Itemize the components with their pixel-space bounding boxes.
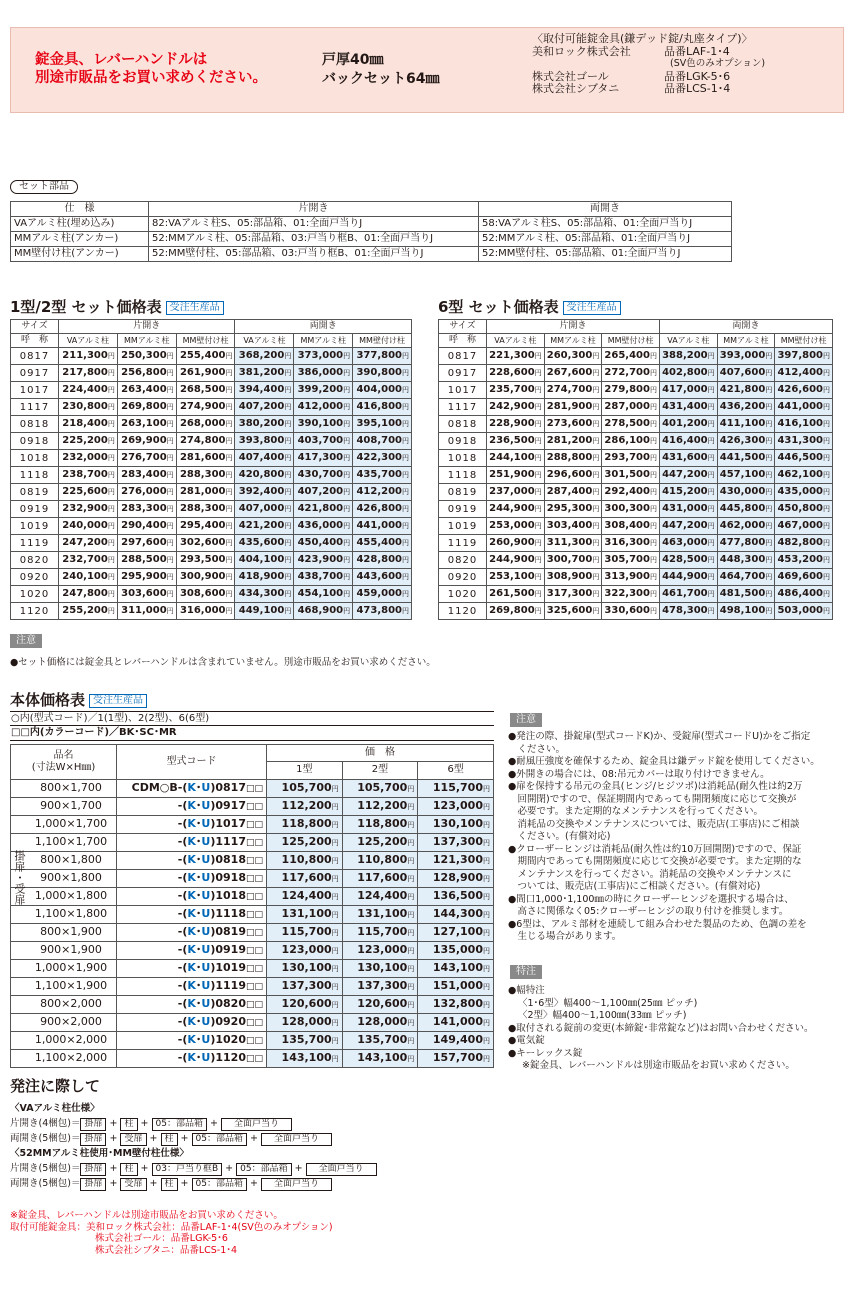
body-price-table: 品名 (寸法W×H㎜) 型式コード 価 格 1型 2型 6型 800×1,700 CDM○B-(K･U)0817□□ 105,700円 105,700円 115,700円 900×1,700 -(K･U)0917□□ 112,200円 112,200円 123,000円 1,000×1,700 -(K･U)1017□□ 118,800円 118,800円 130,100円 1,100×1,700 -(K･U)1117□□ 125,200円 125,200円 137,300円 800×1,800 -(K･U)0818□□ 110,800円 110,800円 121,300円 900×1,800 -(K･U)0918□□ 117,600円 117,600円 128,900円 1,000×1,800 -(K･U)1018□□ 124,400円 124,400円 136,500円 1,100×1,800 -(K･U)1118□□ 131,100円 131,100円 144,300円 800×1,900 -(K･U)0819□□ 115,700円 115,700円 127,100円 900×1,900 -(K･U)0919□□ 123,000円 123,000円 135,000円 1,000×1,900 -(K･U)1019□□ 130,100円 130,100円 143,100円 1,100×1,900 -(K･U)1119□□ 137,300円 137,300円 151,000円 800×2,000 -(K･U)0820□□ 120,600円 120,600円 132,800円 900×2,000 -(K･U)0920□□ 128,000円 128,000円 141,000円 1,000×2,000 -(K･U)1020□□ 135,700円 135,700円 149,400円 1,100×2,000 -(K･U)1120□□ 143,100円 143,100円 157,700円: [10, 744, 494, 1068]
table-row: 1020 261,500円 317,300円 322,300円 461,700円 481,500円 486,400円: [439, 586, 833, 603]
special-order-list: [508, 985, 848, 1073]
table-row: 1118 251,900円 296,600円 301,500円 447,200円 457,100円 462,100円: [439, 467, 833, 484]
caution-list: [508, 731, 848, 944]
table-row: 900×2,000 -(K･U)0920□□ 128,000円 128,000円 141,000円: [11, 1013, 494, 1031]
list-item: ●キーレックス錠: [508, 1047, 583, 1059]
table-row: 0918 225,200円 269,900円 274,800円 393,800円 403,700円 408,700円: [11, 433, 412, 450]
table-row: 0819 225,600円 276,000円 281,000円 392,400円 407,200円 412,200円: [11, 484, 412, 501]
table-row: 1017 235,700円 274,700円 279,800円 417,000円 421,800円 426,600円: [439, 382, 833, 399]
list-item: ●クローザーヒンジは消耗品(耐久性は約10万回開閉)ですので、保証: [508, 843, 802, 855]
list-item: 〈2型〉幅400～1,100㎜(33㎜ ピッチ): [518, 1010, 687, 1021]
table-row: 0919 244,900円 295,300円 300,300円 431,000円 445,800円 450,800円: [439, 501, 833, 518]
made-to-order-badge: 受注生産品: [166, 301, 224, 315]
table-row: 0918 236,500円 281,200円 286,100円 416,400円 426,300円 431,300円: [439, 433, 833, 450]
mm-single-line: 片開き(5梱包)＝ 掛扉 + 柱 + 03：戸当り框B + 05：部品箱 + 全面戸当り: [10, 1161, 490, 1176]
list-item: ●取付される錠前の変更(本締錠･非常錠など)はお問い合わせください。: [508, 1022, 814, 1034]
order-footnote: ※錠金具、レバーハンドルは別途市販品をお買い求めください。 取付可能錠金具：美和ロック株式会社：品番LAF-1･4(SV色のみオプション) 株式会社ゴール：品番LGK-5･6 株式会社シブタニ：品番LCS-1･4: [10, 1210, 333, 1256]
set-price-table-6: サイズ 片開き 両開き 呼 称 VAアルミ柱 MMアルミ柱 MM壁付け柱 VAアルミ柱 MMアルミ柱 MM壁付け柱 0817 221,300円 260,300円 265,400円 388,200円 393,000円 397,800円 0917 228,600円 267,600円 272,700円 402,800円 407,600円 412,400円 1017 235,700円 274,700円 279,800円 417,000円 421,800円 426,600円 1117 242,900円 281,900円 287,000円 431,400円 436,200円 441,000円 0818 228,900円 273,600円 278,500円 401,200円 411,100円 416,100円 0918 236,500円 281,200円 286,100円 416,400円 426,300円 431,300円 1018 244,100円 288,800円 293,700円 431,600円 441,500円 446,500円 1118 251,900円 296,600円 301,500円 447,200円 457,100円 462,100円 0819 237,000円 287,400円 292,400円 415,200円 430,000円 435,000円 0919 244,900円 295,300円 300,300円 431,000円 445,800円 450,800円 1019 253,000円 303,400円 308,400円 447,200円 462,000円 467,000円 1119 260,900円 311,300円 316,300円 463,000円 477,800円 482,800円 0820 244,900円 300,700円 305,700円 428,500円 448,300円 453,200円 0920 253,100円 308,900円 313,900円 444,900円 464,700円 469,600円 1020 261,500円 317,300円 322,300円 461,700円 481,500円 486,400円 1120 269,800円 325,600円 330,600円 478,300円 498,100円 503,000円: [438, 319, 833, 620]
table-row: 1,000×1,700 -(K･U)1017□□ 118,800円 118,800円 130,100円: [11, 815, 494, 833]
table-row: 800×1,700 CDM○B-(K･U)0817□□ 105,700円 105,700円 115,700円: [11, 779, 494, 797]
caution-label: 注意: [510, 713, 542, 727]
table-row: 1019 253,000円 303,400円 308,400円 447,200円 462,000円 467,000円: [439, 518, 833, 535]
set-price-note: ●セット価格には錠金具とレバーハンドルは含まれていません。別途市販品をお買い求めください。: [10, 657, 436, 668]
special-order-label: 特注: [510, 965, 542, 979]
made-to-order-badge: 受注生産品: [89, 694, 147, 708]
list-item: ください。: [508, 743, 566, 755]
table-row: 1,100×1,700 -(K･U)1117□□ 125,200円 125,200円 137,300円: [11, 833, 494, 851]
table-row: 0818 218,400円 263,100円 268,000円 380,200円 390,100円 395,100円: [11, 416, 412, 433]
table-row: 1,100×1,900 -(K･U)1119□□ 137,300円 137,300円 151,000円: [11, 977, 494, 995]
table-row: 1119 247,200円 297,600円 302,600円 435,600円 450,400円 455,400円: [11, 535, 412, 552]
mm-double-line: 両開き(5梱包)＝ 掛扉 + 受扉 + 柱 + 05：部品箱 + 全面戸当り: [10, 1176, 490, 1191]
table-row: 0919 232,900円 283,300円 288,300円 407,000円 421,800円 426,800円: [11, 501, 412, 518]
table-row: 1118 238,700円 283,400円 288,300円 420,800円 430,700円 435,700円: [11, 467, 412, 484]
door-type-label: 掛扉・受扉: [13, 850, 26, 905]
list-item: 〈1･6型〉幅400～1,100㎜(25㎜ ピッチ): [518, 997, 698, 1009]
table-row: 1019 240,000円 290,400円 295,400円 421,200円 436,000円 441,000円: [11, 518, 412, 535]
table-row: 800×1,900 -(K･U)0819□□ 115,700円 115,700円 127,100円: [11, 923, 494, 941]
order-title: 発注に際して: [10, 1077, 101, 1095]
table-row: MMアルミ柱(アンカー) 52:MMアルミ柱、05:部品箱、03:戸当り框B、01:全面戸当りJ 52:MMアルミ柱、05:部品箱、01:全面戸当りJ: [11, 232, 732, 247]
list-item: ●幅特注: [508, 985, 545, 996]
table-row: 1018 244,100円 288,800円 293,700円 431,600円 441,500円 446,500円: [439, 450, 833, 467]
table-row: 1117 230,800円 269,800円 274,900円 407,200円 412,000円 416,800円: [11, 399, 412, 416]
compatible-locks: 〈取付可能錠金具(鎌デッド錠/丸座タイプ)〉 美和ロック株式会社 品番LAF-1･4 (SV色のみオプション) 株式会社ゴール 品番LGK-5･6 株式会社シブタニ 品番LCS-1･4: [532, 32, 766, 95]
table-row: 0920 253,100円 308,900円 313,900円 444,900円 464,700円 469,600円: [439, 569, 833, 586]
table-row: 800×1,800 -(K･U)0818□□ 110,800円 110,800円 121,300円: [11, 851, 494, 869]
table-row: 0917 217,800円 256,800円 261,900円 381,200円 386,000円 390,800円: [11, 365, 412, 382]
body-table-title: 本体価格表 受注生産品: [10, 689, 147, 710]
table-row: 1018 232,000円 276,700円 281,600円 407,400円 417,300円 422,300円: [11, 450, 412, 467]
list-item: ●間口1,000･1,100㎜の時にクローザーヒンジを選択する場合は、: [508, 893, 794, 905]
list-item: ●発注の際、掛錠扉(型式コードK)か、受錠扉(型式コードU)かをご指定: [508, 731, 811, 742]
door-spec: 戸厚40㎜ バックセット64㎜: [322, 52, 440, 87]
table-row: 0818 228,900円 273,600円 278,500円 401,200円 411,100円 416,100円: [439, 416, 833, 433]
list-item: ●電気錠: [508, 1035, 545, 1046]
table-row: 1120 269,800円 325,600円 330,600円 478,300円 498,100円 503,000円: [439, 603, 833, 620]
code-legend-1: ○内(型式コード)／1(1型)、2(2型)、6(6型): [10, 711, 494, 726]
list-item: ●耐風圧強度を確保するため、錠金具は鎌デッド錠を使用してください。: [508, 756, 820, 767]
table-row: 0817 221,300円 260,300円 265,400円 388,200円 393,000円 397,800円: [439, 348, 833, 365]
table-row: 1,100×2,000 -(K･U)1120□□ 143,100円 143,100円 157,700円: [11, 1049, 494, 1067]
lock-notice: 錠金具、レバーハンドルは 別途市販品をお買い求めください。: [35, 52, 267, 86]
list-item: 生じる場合があります。: [508, 931, 622, 942]
va-double-line: 両開き(5梱包)＝ 掛扉 + 受扉 + 柱 + 05：部品箱 + 全面戸当り: [10, 1131, 490, 1146]
set-parts-label: セット部品: [10, 180, 78, 194]
set-parts-table: 仕 様 片開き 両開き VAアルミ柱(埋め込み) 82:VAアルミ柱S、05:部品箱、01:全面戸当りJ 58:VAアルミ柱S、05:部品箱、01:全面戸当りJ MMアルミ柱(アンカー) 52:MMアルミ柱、05:部品箱、03:戸当り框B、01:全面戸当りJ 52:MMアルミ柱、05:部品箱、01:全面戸当りJ MM壁付け柱(アンカー) 52:MM壁付柱、05:部品箱、03:戸当り框B、01:全面戸当りJ 52:MM壁付柱、05:部品箱、01:全面戸当りJ: [10, 201, 732, 262]
table-row: 800×2,000 -(K･U)0820□□ 120,600円 120,600円 132,800円: [11, 995, 494, 1013]
table-row: 900×1,900 -(K･U)0919□□ 123,000円 123,000円 135,000円: [11, 941, 494, 959]
table-row: 1020 247,800円 303,600円 308,600円 434,300円 454,100円 459,000円: [11, 586, 412, 603]
table-row: 0820 244,900円 300,700円 305,700円 428,500円 448,300円 453,200円: [439, 552, 833, 569]
table-row: 0820 232,700円 288,500円 293,500円 404,100円 423,900円 428,800円: [11, 552, 412, 569]
table-row: 1,000×1,800 -(K･U)1018□□ 124,400円 124,400円 136,500円: [11, 887, 494, 905]
table-row: 1,000×1,900 -(K･U)1019□□ 130,100円 130,100円 143,100円: [11, 959, 494, 977]
order-section: 〈VAアルミ柱仕様〉 片開き(4梱包)＝ 掛扉 + 柱 + 05：部品箱 + 全面戸当り 両開き(5梱包)＝ 掛扉 + 受扉 + 柱 + 05：部品箱 + 全面戸当り 〈52MMアルミ柱使用･MM壁付柱仕様〉 片開き(5梱包)＝ 掛扉 + 柱 + 03：戸当り框B + 05：部品箱 + 全面戸当り 両開き(5梱包)＝ 掛扉 + 受扉 + 柱 + 05：部品箱 + 全面戸当り: [10, 1101, 490, 1191]
list-item: ※錠金具、レバーハンドルは別途市販品をお買い求めください。: [522, 1060, 795, 1071]
list-item: 必要です。また定期的なメンテナンスを行ってください。: [508, 806, 763, 817]
code-legend-2: □□内(カラーコード)／BK･SC･MR: [10, 726, 494, 741]
list-item: ●外開きの場合には、08:吊元カバーは取り付けできません。: [508, 768, 770, 780]
list-item: ついては、販売店(工事店)にご相談ください。(有償対応): [508, 881, 761, 892]
list-item: メンテナンスを行ってください。消耗品の交換やメンテナンスに: [508, 868, 792, 880]
table-row: 0817 211,300円 250,300円 255,400円 368,200円 373,000円 377,800円: [11, 348, 412, 365]
table-row: 0917 228,600円 267,600円 272,700円 402,800円 407,600円 412,400円: [439, 365, 833, 382]
list-item: 高さに関係なく05:クローザーヒンジの取り付けを推奨します。: [508, 906, 789, 917]
table-row: 0819 237,000円 287,400円 292,400円 415,200円 430,000円 435,000円: [439, 484, 833, 501]
list-item: ください。(有償対応): [508, 831, 611, 842]
table-row: 1120 255,200円 311,000円 316,000円 449,100円 468,900円 473,800円: [11, 603, 412, 620]
table-row: MM壁付け柱(アンカー) 52:MM壁付柱、05:部品箱、03:戸当り框B、01:全面戸当りJ 52:MM壁付柱、05:部品箱、01:全面戸当りJ: [11, 247, 732, 262]
made-to-order-badge: 受注生産品: [563, 301, 621, 315]
table-row: 1017 224,400円 263,400円 268,500円 394,400円 399,200円 404,000円: [11, 382, 412, 399]
table-row: 1119 260,900円 311,300円 316,300円 463,000円 477,800円 482,800円: [439, 535, 833, 552]
table12-title: 1型/2型 セット価格表 受注生産品: [10, 296, 224, 317]
list-item: 消耗品の交換やメンテナンスについては、販売店(工事店)にご相談: [508, 818, 800, 830]
table-row: 900×1,800 -(K･U)0918□□ 117,600円 117,600円 128,900円: [11, 869, 494, 887]
list-item: ●扉を保持する吊元の金具(ヒンジ/ヒジツボ)は消耗品(耐久性は約2万: [508, 781, 803, 792]
list-item: 期間内であっても開閉頻度に応じて交換が必要です。また定期的な: [508, 856, 802, 867]
table-row: 1,000×2,000 -(K･U)1020□□ 135,700円 135,700円 149,400円: [11, 1031, 494, 1049]
table-row: 1117 242,900円 281,900円 287,000円 431,400円 436,200円 441,000円: [439, 399, 833, 416]
list-item: ●6型は、アルミ部材を連続して組み合わせた製品のため、色調の差を: [508, 918, 807, 930]
va-single-line: 片開き(4梱包)＝ 掛扉 + 柱 + 05：部品箱 + 全面戸当り: [10, 1116, 490, 1131]
table-row: 900×1,700 -(K･U)0917□□ 112,200円 112,200円 123,000円: [11, 797, 494, 815]
table-row: VAアルミ柱(埋め込み) 82:VAアルミ柱S、05:部品箱、01:全面戸当りJ 58:VAアルミ柱S、05:部品箱、01:全面戸当りJ: [11, 217, 732, 232]
caution-label: 注意: [10, 634, 42, 648]
table6-title: 6型 セット価格表 受注生産品: [438, 296, 621, 317]
table-row: 0920 240,100円 295,900円 300,900円 418,900円 438,700円 443,600円: [11, 569, 412, 586]
table-row: 1,100×1,800 -(K･U)1118□□ 131,100円 131,100円 144,300円: [11, 905, 494, 923]
set-price-table-1-2: サイズ 片開き 両開き 呼 称 VAアルミ柱 MMアルミ柱 MM壁付け柱 VAアルミ柱 MMアルミ柱 MM壁付け柱 0817 211,300円 250,300円 255,400円 368,200円 373,000円 377,800円 0917 217,800円 256,800円 261,900円 381,200円 386,000円 390,800円 1017 224,400円 263,400円 268,500円 394,400円 399,200円 404,000円 1117 230,800円 269,800円 274,900円 407,200円 412,000円 416,800円 0818 218,400円 263,100円 268,000円 380,200円 390,100円 395,100円 0918 225,200円 269,900円 274,800円 393,800円 403,700円 408,700円 1018 232,000円 276,700円 281,600円 407,400円 417,300円 422,300円 1118 238,700円 283,400円 288,300円 420,800円 430,700円 435,700円 0819 225,600円 276,000円 281,000円 392,400円 407,200円 412,200円 0919 232,900円 283,300円 288,300円 407,000円 421,800円 426,800円 1019 240,000円 290,400円 295,400円 421,200円 436,000円 441,000円 1119 247,200円 297,600円 302,600円 435,600円 450,400円 455,400円 0820 232,700円 288,500円 293,500円 404,100円 423,900円 428,800円 0920 240,100円 295,900円 300,900円 418,900円 438,700円 443,600円 1020 247,800円 303,600円 308,600円 434,300円 454,100円 459,000円 1120 255,200円 311,000円 316,000円 449,100円 468,900円 473,800円: [10, 319, 412, 620]
list-item: 回開閉)ですので、保証期間内であっても開閉頻度に応じて交換が: [508, 793, 797, 805]
